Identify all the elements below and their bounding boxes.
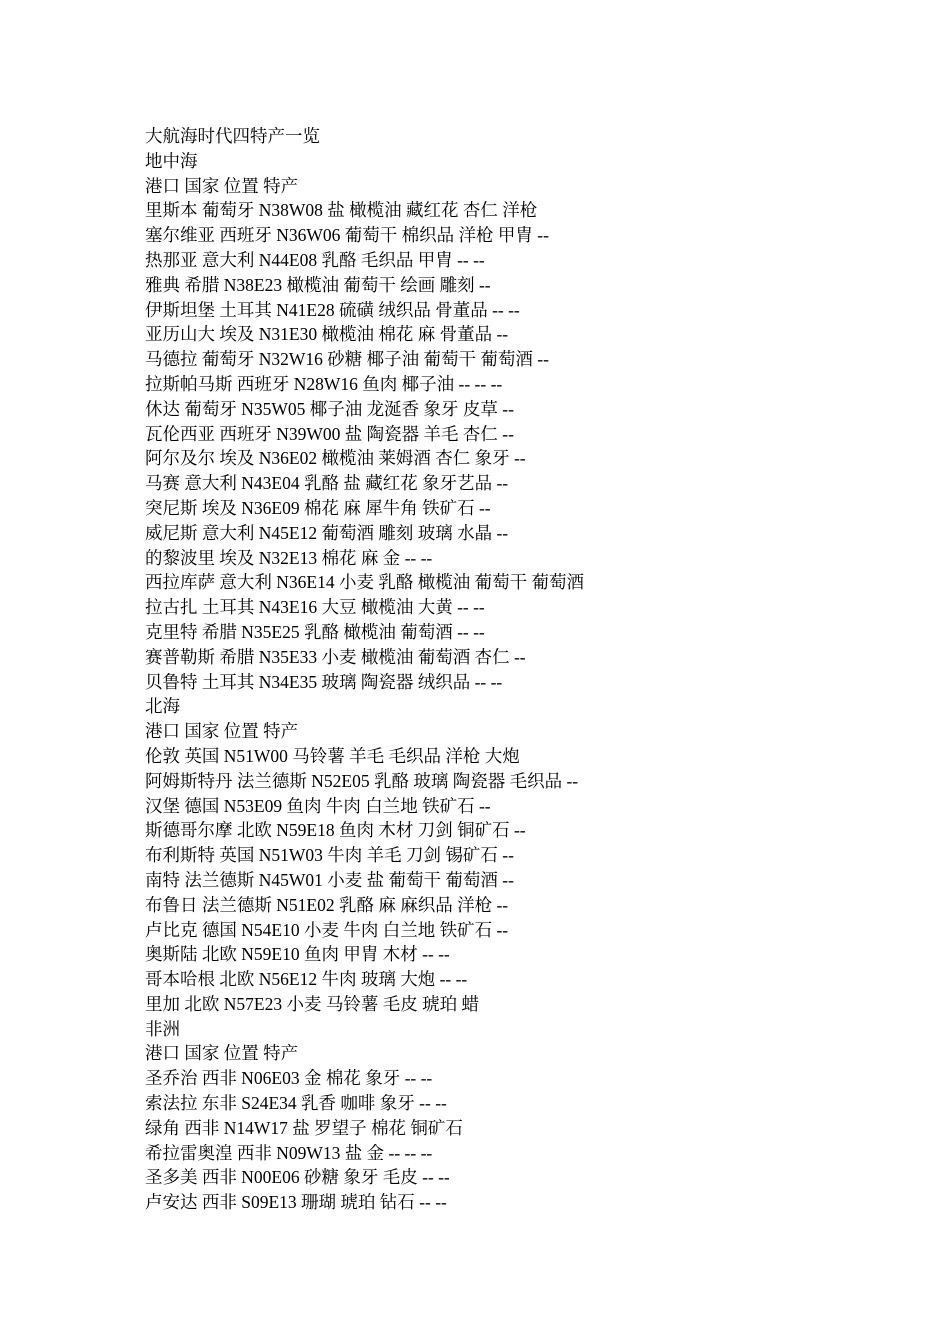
table-row: 阿姆斯特丹 法兰德斯 N52E05 乳酪 玻璃 陶瓷器 毛织品 -- bbox=[145, 770, 579, 791]
section-title: 北海 bbox=[145, 696, 180, 717]
table-header: 港口 国家 位置 特产 bbox=[145, 721, 299, 742]
table-row: 里斯本 葡萄牙 N38W08 盐 橄榄油 藏红花 杏仁 洋枪 bbox=[145, 200, 538, 221]
section-title: 地中海 bbox=[145, 150, 198, 171]
table-row: 威尼斯 意大利 N45E12 葡萄酒 雕刻 玻璃 水晶 -- bbox=[145, 522, 509, 543]
table-row: 圣乔治 西非 N06E03 金 棉花 象牙 -- -- bbox=[145, 1068, 433, 1089]
table-row: 哥本哈根 北欧 N56E12 牛肉 玻璃 大炮 -- -- bbox=[145, 969, 468, 990]
table-row: 突尼斯 埃及 N36E09 棉花 麻 犀牛角 铁矿石 -- bbox=[145, 497, 491, 518]
table-row: 赛普勒斯 希腊 N35E33 小麦 橄榄油 葡萄酒 杏仁 -- bbox=[145, 646, 526, 667]
table-row: 克里特 希腊 N35E25 乳酪 橄榄油 葡萄酒 -- -- bbox=[145, 621, 485, 642]
table-row: 圣多美 西非 N00E06 砂糖 象牙 毛皮 -- -- bbox=[145, 1167, 450, 1188]
table-row: 热那亚 意大利 N44E08 乳酪 毛织品 甲胄 -- -- bbox=[145, 249, 485, 270]
table-row: 卢比克 德国 N54E10 小麦 牛肉 白兰地 铁矿石 -- bbox=[145, 919, 509, 940]
table-row: 塞尔维亚 西班牙 N36W06 葡萄干 棉织品 洋枪 甲胄 -- bbox=[145, 225, 549, 246]
table-row: 里加 北欧 N57E23 小麦 马铃薯 毛皮 琥珀 蜡 bbox=[145, 993, 479, 1014]
table-row: 斯德哥尔摩 北欧 N59E18 鱼肉 木材 刀剑 铜矿石 -- bbox=[145, 820, 526, 841]
table-row: 的黎波里 埃及 N32E13 棉花 麻 金 -- -- bbox=[145, 547, 433, 568]
table-header: 港口 国家 位置 特产 bbox=[145, 1043, 299, 1064]
table-row: 西拉库萨 意大利 N36E14 小麦 乳酪 橄榄油 葡萄干 葡萄酒 bbox=[145, 572, 584, 593]
table-row: 索法拉 东非 S24E34 乳香 咖啡 象牙 -- -- bbox=[145, 1093, 447, 1114]
table-row: 阿尔及尔 埃及 N36E02 橄榄油 莱姆酒 杏仁 象牙 -- bbox=[145, 448, 526, 469]
table-row: 拉斯帕马斯 西班牙 N28W16 鱼肉 椰子油 -- -- -- bbox=[145, 373, 503, 394]
table-row: 卢安达 西非 S09E13 珊瑚 琥珀 钻石 -- -- bbox=[145, 1192, 447, 1213]
table-row: 奥斯陆 北欧 N59E10 鱼肉 甲胄 木材 -- -- bbox=[145, 944, 450, 965]
table-row: 希拉雷奥湟 西非 N09W13 盐 金 -- -- -- bbox=[145, 1142, 433, 1163]
table-row: 汉堡 德国 N53E09 鱼肉 牛肉 白兰地 铁矿石 -- bbox=[145, 795, 491, 816]
table-row: 瓦伦西亚 西班牙 N39W00 盐 陶瓷器 羊毛 杏仁 -- bbox=[145, 423, 514, 444]
table-row: 亚历山大 埃及 N31E30 橄榄油 棉花 麻 骨董品 -- bbox=[145, 324, 509, 345]
section-title: 非洲 bbox=[145, 1018, 180, 1039]
table-row: 贝鲁特 土耳其 N34E35 玻璃 陶瓷器 绒织品 -- -- bbox=[145, 671, 503, 692]
table-row: 马赛 意大利 N43E04 乳酪 盐 藏红花 象牙艺品 -- bbox=[145, 473, 509, 494]
table-row: 布鲁日 法兰德斯 N51E02 乳酪 麻 麻织品 洋枪 -- bbox=[145, 894, 509, 915]
document-content bbox=[145, 124, 905, 1215]
table-row: 拉古扎 土耳其 N43E16 大豆 橄榄油 大黄 -- -- bbox=[145, 597, 485, 618]
table-header: 港口 国家 位置 特产 bbox=[145, 175, 299, 196]
table-row: 南特 法兰德斯 N45W01 小麦 盐 葡萄干 葡萄酒 -- bbox=[145, 869, 514, 890]
table-row: 雅典 希腊 N38E23 橄榄油 葡萄干 绘画 雕刻 -- bbox=[145, 274, 491, 295]
table-row: 布利斯特 英国 N51W03 牛肉 羊毛 刀剑 锡矿石 -- bbox=[145, 845, 514, 866]
table-row: 绿角 西非 N14W17 盐 罗望子 棉花 铜矿石 bbox=[145, 1117, 463, 1138]
table-row: 马德拉 葡萄牙 N32W16 砂糖 椰子油 葡萄干 葡萄酒 -- bbox=[145, 349, 549, 370]
table-row: 伦敦 英国 N51W00 马铃薯 羊毛 毛织品 洋枪 大炮 bbox=[145, 745, 520, 766]
table-row: 休达 葡萄牙 N35W05 椰子油 龙涎香 象牙 皮草 -- bbox=[145, 398, 514, 419]
table-row: 伊斯坦堡 土耳其 N41E28 硫磺 绒织品 骨董品 -- -- bbox=[145, 299, 520, 320]
document-title: 大航海时代四特产一览 bbox=[145, 126, 320, 146]
